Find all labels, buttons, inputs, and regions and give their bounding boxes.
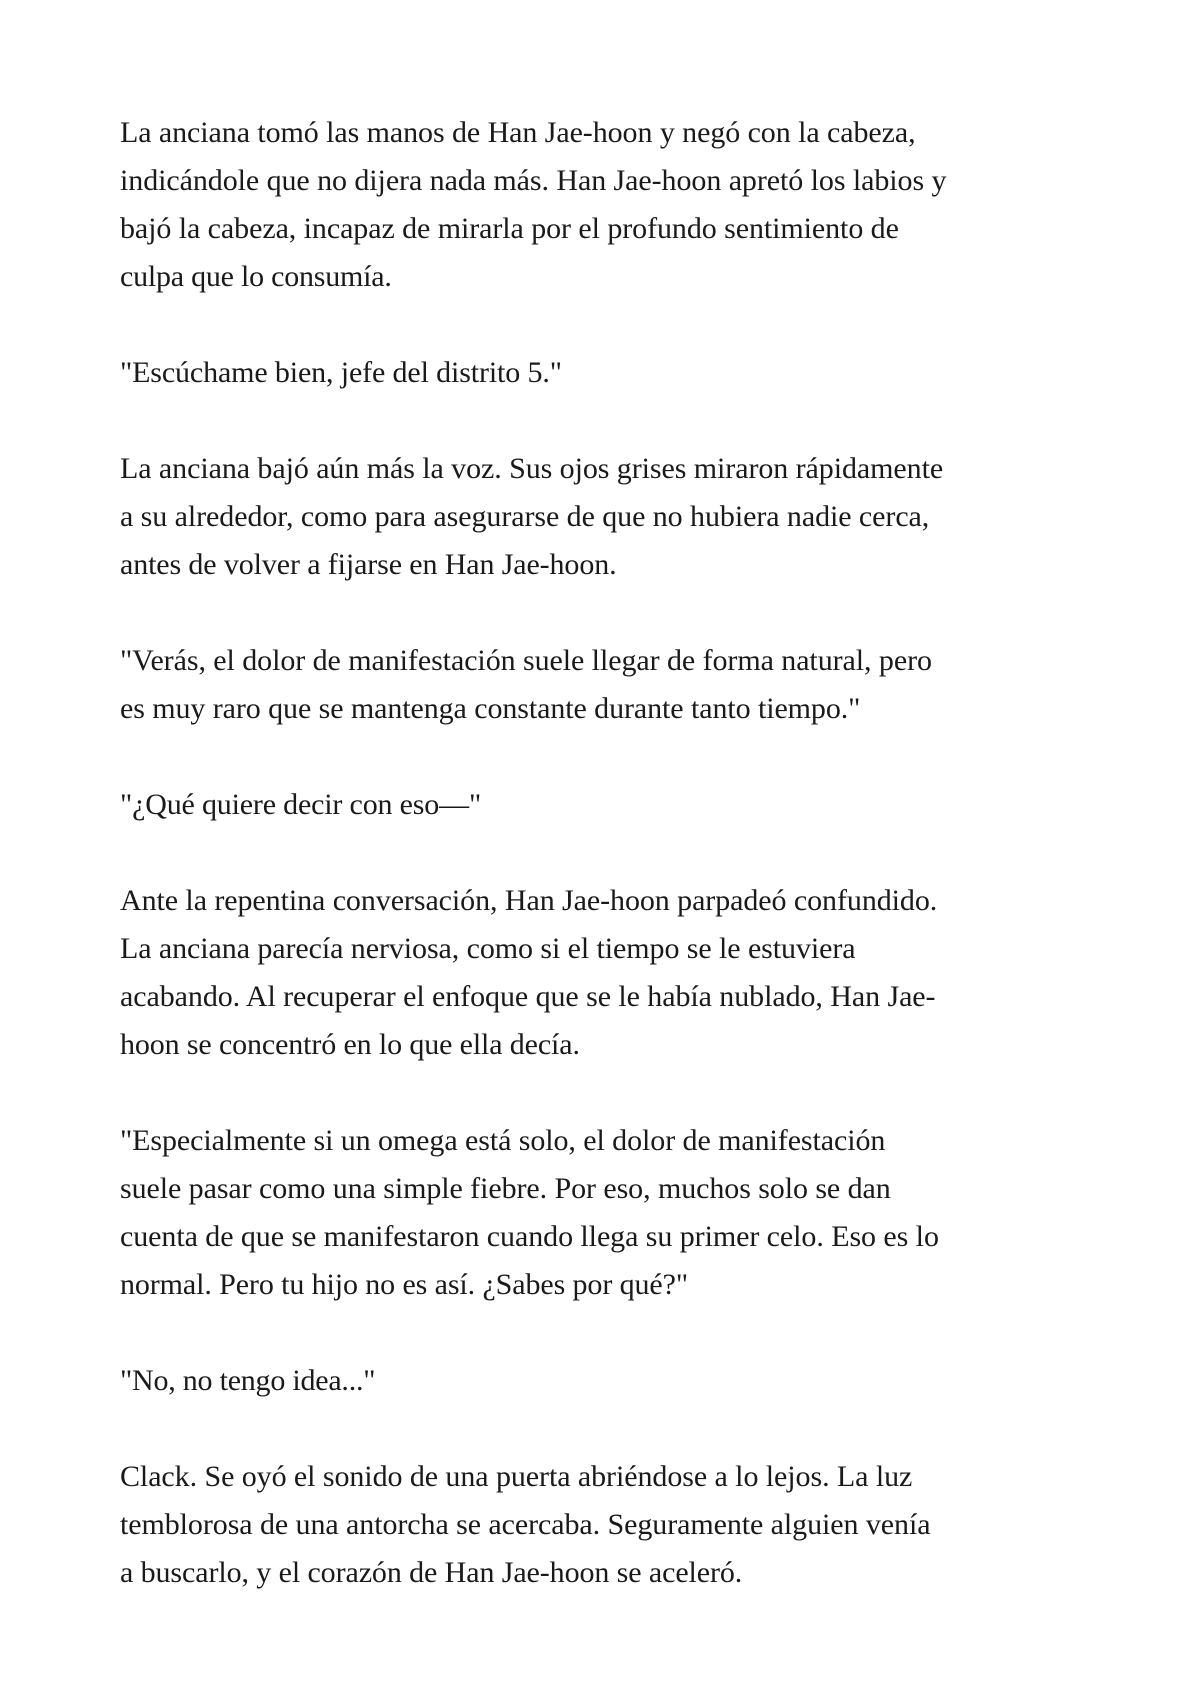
text-line: temblorosa de una antorcha se acercaba. Seguramente alguien venía (120, 1508, 931, 1541)
text-line: "No, no tengo idea..." (120, 1364, 376, 1397)
text-line: culpa que lo consumía. (120, 260, 392, 293)
text-line: La anciana bajó aún más la voz. Sus ojos grises miraron rápidamente (120, 452, 944, 485)
paragraph (120, 445, 1100, 589)
paragraph (120, 877, 1100, 1069)
text-line: "¿Qué quiere decir con eso—" (120, 788, 482, 821)
text-line: "Especialmente si un omega está solo, el dolor de manifestación (120, 1124, 886, 1157)
paragraph (120, 109, 1100, 301)
text-line: normal. Pero tu hijo no es así. ¿Sabes por qué?" (120, 1268, 688, 1301)
text-line: suele pasar como una simple fiebre. Por eso, muchos solo se dan (120, 1172, 891, 1205)
text-line: a su alrededor, como para asegurarse de que no hubiera nadie cerca, (120, 500, 930, 533)
text-line: antes de volver a fijarse en Han Jae-hoon. (120, 548, 617, 581)
text-line: La anciana tomó las manos de Han Jae-hoon y negó con la cabeza, (120, 116, 916, 149)
text-line: Ante la repentina conversación, Han Jae-hoon parpadeó confundido. (120, 884, 938, 917)
text-line: indicándole que no dijera nada más. Han Jae-hoon apretó los labios y (120, 164, 947, 197)
text-line: bajó la cabeza, incapaz de mirarla por el profundo sentimiento de (120, 212, 899, 245)
text-line: Clack. Se oyó el sonido de una puerta abriéndose a lo lejos. La luz (120, 1460, 913, 1493)
text-line: acabando. Al recuperar el enfoque que se le había nublado, Han Jae- (120, 980, 936, 1013)
paragraph (120, 781, 1100, 829)
text-line: a buscarlo, y el corazón de Han Jae-hoon se aceleró. (120, 1556, 743, 1589)
text-line: cuenta de que se manifestaron cuando llega su primer celo. Eso es lo (120, 1220, 939, 1253)
paragraph (120, 637, 1100, 733)
document-page (120, 109, 1100, 1645)
text-line: La anciana parecía nerviosa, como si el tiempo se le estuviera (120, 932, 856, 965)
paragraph (120, 1453, 1100, 1597)
text-line: hoon se concentró en lo que ella decía. (120, 1028, 580, 1061)
text-line: "Escúchame bien, jefe del distrito 5." (120, 356, 562, 389)
text-line: "Verás, el dolor de manifestación suele llegar de forma natural, pero (120, 644, 932, 677)
text-line: es muy raro que se mantenga constante durante tanto tiempo." (120, 692, 861, 725)
paragraph (120, 1357, 1100, 1405)
paragraph (120, 349, 1100, 397)
paragraph (120, 1117, 1100, 1309)
